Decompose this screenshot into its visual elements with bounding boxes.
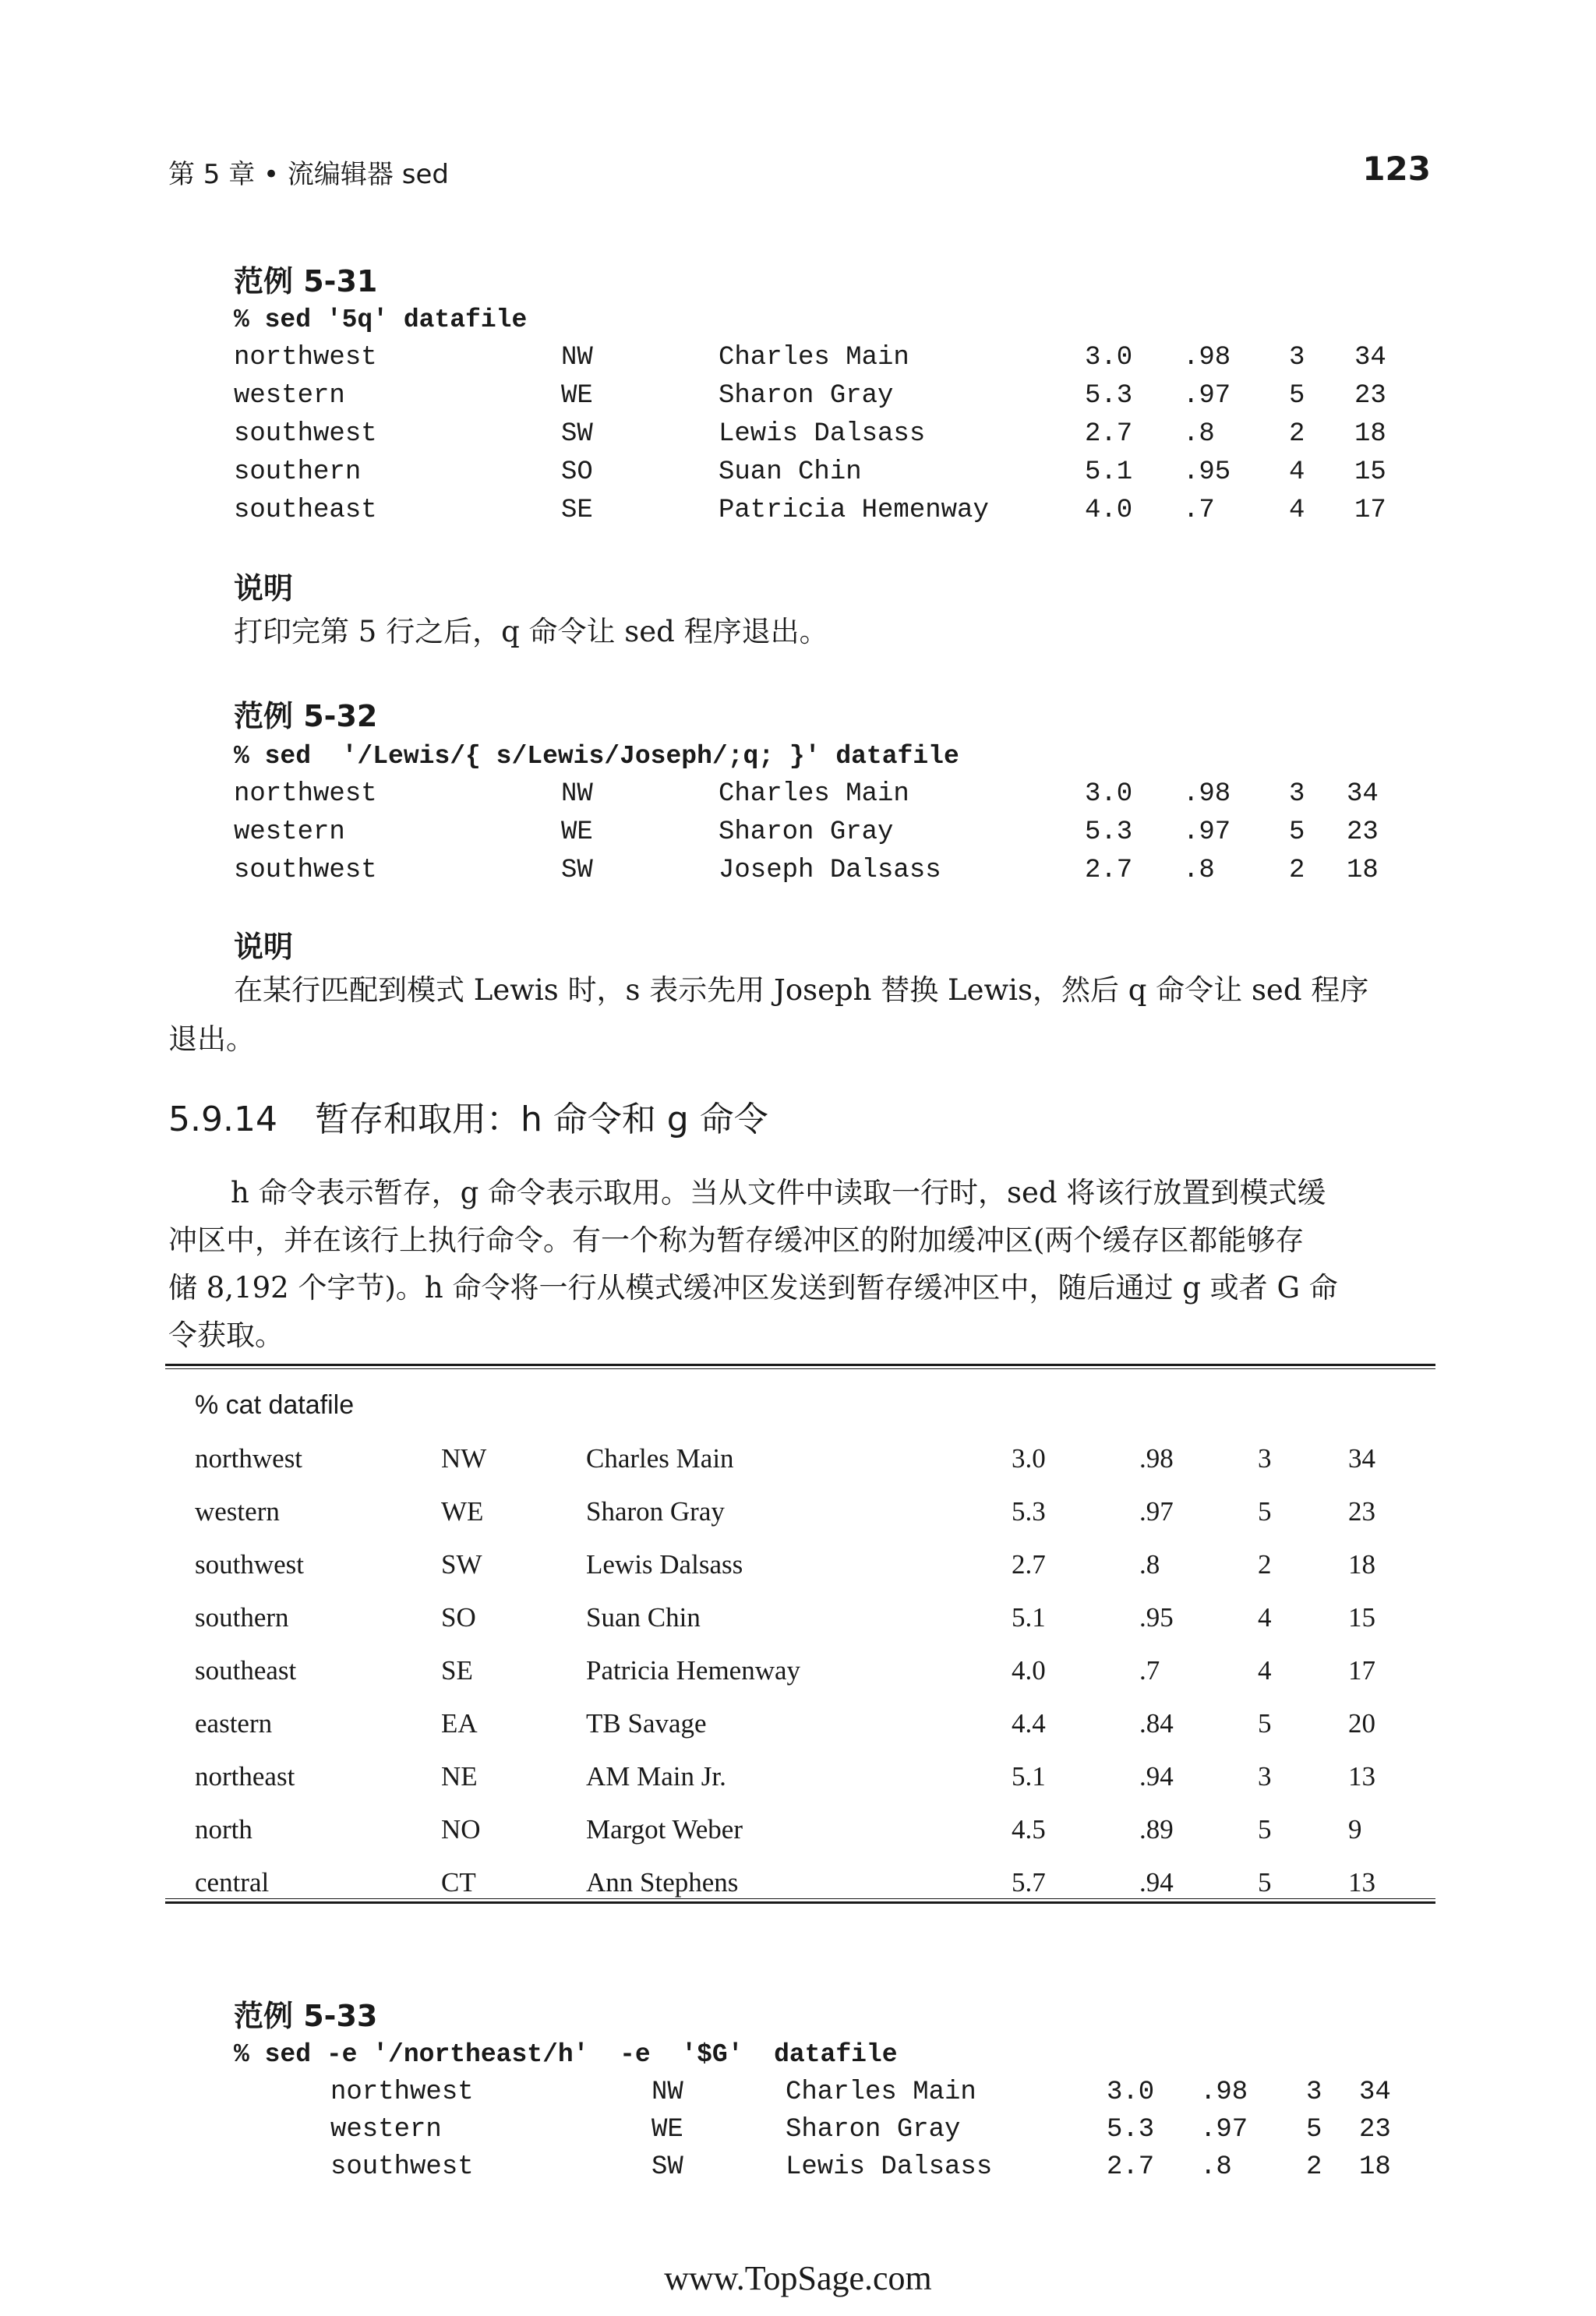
section-heading	[168, 1091, 768, 1141]
table-row	[0, 1549, 1596, 1596]
paragraph-line: 令获取。	[168, 1319, 284, 1352]
cell-value-a: 5.3	[1107, 2115, 1155, 2145]
output-row	[0, 856, 1596, 893]
cell-region: northwest	[330, 2078, 474, 2107]
cell-code: SE	[561, 496, 593, 525]
cell-value-d: 20	[1348, 1708, 1375, 1739]
table-row	[0, 1708, 1596, 1755]
cell-region: western	[330, 2115, 442, 2145]
example-33-title: 范例 5-33	[234, 1999, 378, 2033]
cell-value-d: 17	[1354, 496, 1386, 525]
table-row	[0, 1602, 1596, 1649]
cell-name: Ann Stephens	[586, 1867, 739, 1898]
cell-name: Patricia Hemenway	[586, 1655, 801, 1686]
cell-value-a: 5.7	[1012, 1867, 1046, 1898]
cell-value-c: 5	[1258, 1867, 1272, 1898]
example-32-title: 范例 5-32	[234, 699, 378, 733]
cell-value-d: 34	[1347, 779, 1379, 809]
cell-code: WE	[651, 2115, 683, 2145]
cell-code: SW	[561, 419, 593, 449]
cell-value-d: 18	[1354, 419, 1386, 449]
section-paragraph	[168, 1169, 1439, 1359]
cell-value-b: .97	[1139, 1496, 1174, 1527]
cell-value-b: .94	[1139, 1867, 1174, 1898]
cell-value-d: 34	[1359, 2078, 1391, 2107]
cell-code: WE	[561, 381, 593, 411]
cell-code: NW	[651, 2078, 683, 2107]
cell-region: southern	[195, 1602, 289, 1633]
cell-value-a: 3.0	[1085, 779, 1133, 809]
table-row	[0, 1443, 1596, 1490]
cell-value-d: 34	[1348, 1443, 1375, 1474]
paragraph-line: 冲区中，并在该行上执行命令。有一个称为暂存缓冲区的附加缓冲区(两个缓存区都能够存	[168, 1223, 1305, 1257]
table-row	[0, 1655, 1596, 1702]
cell-value-a: 4.4	[1012, 1708, 1046, 1739]
cell-value-c: 4	[1289, 457, 1305, 487]
cell-name: Lewis Dalsass	[719, 419, 926, 449]
cell-name: Sharon Gray	[719, 381, 894, 411]
cell-region: western	[234, 817, 345, 847]
example-31-note-label: 说明	[234, 571, 294, 605]
cell-value-d: 15	[1354, 457, 1386, 487]
cell-name: Lewis Dalsass	[786, 2152, 993, 2182]
cell-value-b: .98	[1139, 1443, 1174, 1474]
cell-value-b: .97	[1183, 817, 1231, 847]
cell-code: NW	[561, 779, 593, 809]
example-31-title: 范例 5-31	[234, 264, 378, 298]
cell-value-a: 3.0	[1012, 1443, 1046, 1474]
section-title: 暂存和取用：h 命令和 g 命令	[314, 1100, 768, 1139]
cell-value-b: .7	[1139, 1655, 1160, 1686]
output-row	[0, 496, 1596, 533]
cell-value-a: 2.7	[1085, 856, 1133, 885]
cell-name: Sharon Gray	[719, 817, 894, 847]
cell-value-c: 2	[1289, 419, 1305, 449]
cell-value-c: 5	[1306, 2115, 1322, 2145]
cell-code: SE	[441, 1655, 473, 1686]
cell-region: southeast	[195, 1655, 297, 1686]
output-row	[0, 343, 1596, 380]
cell-name: TB Savage	[586, 1708, 707, 1739]
cell-region: western	[234, 381, 345, 411]
cell-value-d: 15	[1348, 1602, 1375, 1633]
table-top-rule	[165, 1364, 1435, 1366]
cell-region: southeast	[234, 496, 377, 525]
cell-value-d: 18	[1347, 856, 1379, 885]
cell-code: NE	[441, 1761, 478, 1792]
cell-value-a: 5.3	[1085, 817, 1133, 847]
cell-value-d: 18	[1359, 2152, 1391, 2182]
cell-name: Joseph Dalsass	[719, 856, 941, 885]
cell-value-a: 3.0	[1107, 2078, 1155, 2107]
cell-value-a: 4.0	[1085, 496, 1133, 525]
cell-name: Sharon Gray	[786, 2115, 961, 2145]
cell-value-d: 18	[1348, 1549, 1375, 1580]
cell-name: Suan Chin	[586, 1602, 701, 1633]
cell-code: WE	[561, 817, 593, 847]
cell-value-d: 23	[1354, 381, 1386, 411]
cell-value-c: 4	[1289, 496, 1305, 525]
output-row	[0, 381, 1596, 418]
cell-region: southwest	[234, 856, 377, 885]
cell-name: AM Main Jr.	[586, 1761, 726, 1792]
cell-value-d: 23	[1348, 1496, 1375, 1527]
table-top-rule-thin	[165, 1368, 1435, 1369]
cell-value-c: 3	[1289, 779, 1305, 809]
cell-region: southwest	[330, 2152, 474, 2182]
table-bottom-rule-thin	[165, 1898, 1435, 1899]
cell-value-b: .89	[1139, 1814, 1174, 1845]
cell-value-d: 9	[1348, 1814, 1362, 1845]
cell-value-c: 4	[1258, 1655, 1272, 1686]
cell-value-b: .97	[1183, 381, 1231, 411]
output-row	[0, 457, 1596, 495]
cell-region: northeast	[195, 1761, 295, 1792]
cell-value-b: .97	[1200, 2115, 1248, 2145]
cell-value-a: 2.7	[1107, 2152, 1155, 2182]
cell-value-a: 5.1	[1012, 1761, 1046, 1792]
section-number: 5.9.14	[168, 1100, 277, 1139]
cell-value-b: .8	[1183, 856, 1215, 885]
cell-value-c: 5	[1289, 817, 1305, 847]
cell-value-b: .98	[1200, 2078, 1248, 2107]
cell-name: Charles Main	[719, 779, 909, 809]
output-row	[0, 779, 1596, 817]
cell-name: Margot Weber	[586, 1814, 743, 1845]
cell-value-b: .7	[1183, 496, 1215, 525]
cell-value-a: 2.7	[1085, 419, 1133, 449]
cell-name: Patricia Hemenway	[719, 496, 989, 525]
cell-code: SO	[441, 1602, 476, 1633]
table-row	[0, 1867, 1596, 1914]
cell-value-a: 5.1	[1085, 457, 1133, 487]
cell-region: western	[195, 1496, 280, 1527]
example-31-command: % sed '5q' datafile	[234, 305, 528, 334]
cell-value-a: 2.7	[1012, 1549, 1046, 1580]
cell-value-a: 4.0	[1012, 1655, 1046, 1686]
cell-value-a: 5.3	[1085, 381, 1133, 411]
cell-region: north	[195, 1814, 252, 1845]
output-row	[0, 817, 1596, 855]
cell-region: southwest	[195, 1549, 304, 1580]
example-31-note-text: 打印完第 5 行之后，q 命令让 sed 程序退出。	[234, 615, 828, 648]
cell-region: eastern	[195, 1708, 273, 1739]
cell-name: Charles Main	[719, 343, 909, 372]
cell-region: northwest	[234, 779, 377, 809]
cell-code: EA	[441, 1708, 478, 1739]
cell-name: Sharon Gray	[586, 1496, 725, 1527]
cell-region: northwest	[195, 1443, 303, 1474]
cell-value-b: .8	[1139, 1549, 1160, 1580]
cell-value-c: 3	[1258, 1761, 1272, 1792]
cell-value-b: .8	[1183, 419, 1215, 449]
cell-code: SW	[441, 1549, 482, 1580]
cell-value-c: 5	[1258, 1708, 1272, 1739]
cell-value-b: .84	[1139, 1708, 1174, 1739]
paragraph-line: 储 8,192 个字节)。h 命令将一行从模式缓冲区发送到暂存缓冲区中，随后通过 g 或者 G 命	[168, 1271, 1338, 1305]
cell-value-d: 23	[1347, 817, 1379, 847]
cell-value-a: 3.0	[1085, 343, 1133, 372]
cell-region: central	[195, 1867, 270, 1898]
example-32-note-line-1: 在某行匹配到模式 Lewis 时，s 表示先用 Joseph 替换 Lewis，然后 q 命令让 sed 程序	[234, 973, 1369, 1007]
table-row	[0, 1814, 1596, 1861]
page-number: 123	[1362, 150, 1431, 188]
cell-value-a: 5.1	[1012, 1602, 1046, 1633]
cell-value-d: 34	[1354, 343, 1386, 372]
cell-value-d: 13	[1348, 1867, 1375, 1898]
table-row	[0, 1761, 1596, 1808]
cell-value-c: 3	[1258, 1443, 1272, 1474]
cell-code: NO	[441, 1814, 481, 1845]
cell-value-b: .95	[1139, 1602, 1174, 1633]
cell-name: Charles Main	[586, 1443, 734, 1474]
chapter-header: 第 5 章 • 流编辑器 sed	[168, 159, 449, 190]
cell-value-c: 5	[1258, 1496, 1272, 1527]
cell-value-c: 2	[1258, 1549, 1272, 1580]
cell-code: NW	[561, 343, 593, 372]
cell-value-a: 5.3	[1012, 1496, 1046, 1527]
cell-region: northwest	[234, 343, 377, 372]
cell-value-b: .8	[1200, 2152, 1232, 2182]
cell-value-c: 5	[1258, 1814, 1272, 1845]
cell-code: CT	[441, 1867, 476, 1898]
cell-code: NW	[441, 1443, 487, 1474]
example-32-note-label: 说明	[234, 930, 294, 964]
output-row	[0, 2115, 1596, 2152]
paragraph-line: h 命令表示暂存，g 命令表示取用。当从文件中读取一行时，sed 将该行放置到模式缓	[231, 1176, 1326, 1209]
output-row	[0, 2078, 1596, 2115]
cell-value-c: 3	[1289, 343, 1305, 372]
table-bottom-rule	[165, 1901, 1435, 1904]
cell-name: Suan Chin	[719, 457, 862, 487]
cell-value-c: 4	[1258, 1602, 1272, 1633]
example-33-command: % sed -e '/northeast/h' -e '$G' datafile	[234, 2040, 898, 2069]
cell-region: southwest	[234, 419, 377, 449]
cell-code: SW	[561, 856, 593, 885]
cell-value-c: 2	[1306, 2152, 1322, 2182]
cell-value-c: 2	[1289, 856, 1305, 885]
cell-value-d: 23	[1359, 2115, 1391, 2145]
example-32-command: % sed '/Lewis/{ s/Lewis/Joseph/;q; }' datafile	[234, 742, 959, 771]
cell-value-b: .95	[1183, 457, 1231, 487]
cell-name: Charles Main	[786, 2078, 976, 2107]
cell-code: SO	[561, 457, 593, 487]
cell-value-b: .98	[1183, 343, 1231, 372]
example-32-note-line-2: 退出。	[168, 1022, 255, 1056]
output-row	[0, 2152, 1596, 2190]
cell-value-c: 5	[1289, 381, 1305, 411]
footer-url: www.TopSage.com	[664, 2259, 932, 2297]
cell-value-c: 3	[1306, 2078, 1322, 2107]
cell-name: Lewis Dalsass	[586, 1549, 743, 1580]
output-row	[0, 419, 1596, 457]
cell-value-d: 13	[1348, 1761, 1375, 1792]
cell-code: SW	[651, 2152, 683, 2182]
cell-region: southern	[234, 457, 362, 487]
cell-code: WE	[441, 1496, 484, 1527]
cell-value-b: .98	[1183, 779, 1231, 809]
cell-value-a: 4.5	[1012, 1814, 1046, 1845]
cell-value-b: .94	[1139, 1761, 1174, 1792]
table-row	[0, 1496, 1596, 1543]
table-caption: % cat datafile	[195, 1390, 355, 1420]
cell-value-d: 17	[1348, 1655, 1375, 1686]
